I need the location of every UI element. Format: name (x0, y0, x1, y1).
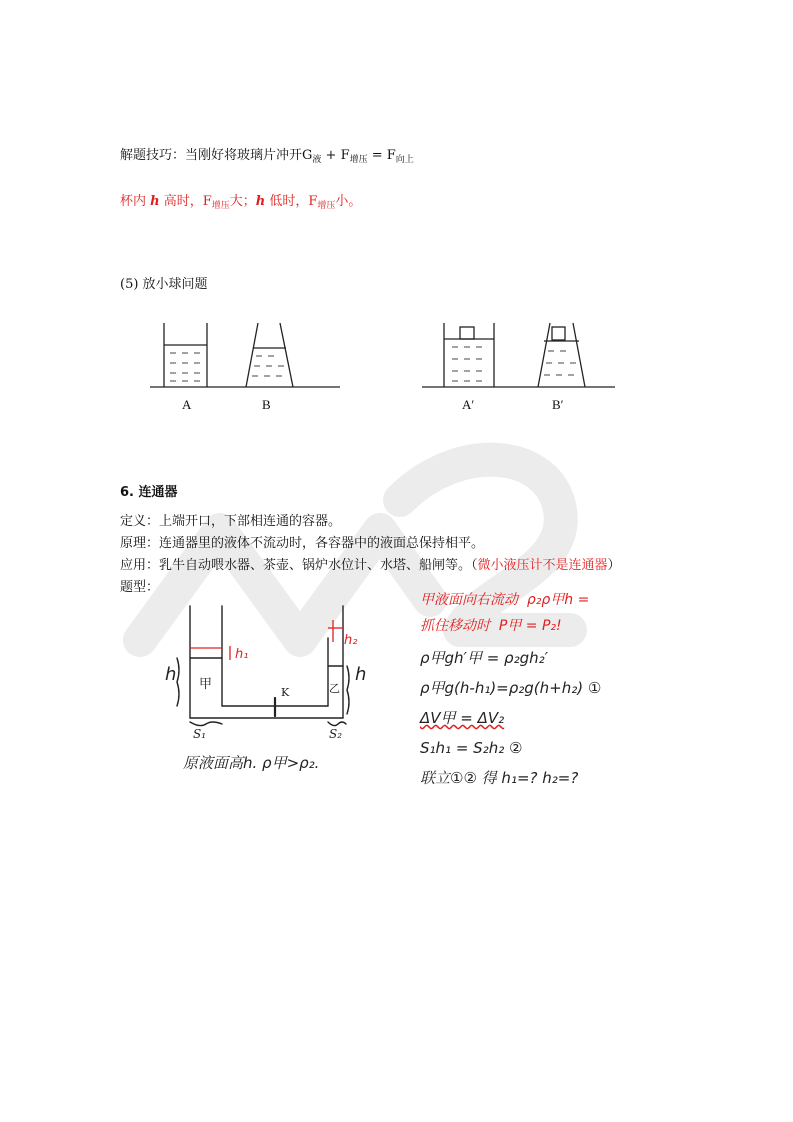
label-s1: S₁ (193, 727, 207, 741)
equation-5: 联立①② 得 h₁=? h₂=? (420, 769, 579, 787)
equation-3: ΔV甲 = ΔV₂ (420, 709, 505, 727)
connected-vessel-sketch (155, 598, 395, 778)
label-h-right: h (355, 664, 367, 685)
handwritten-equations (420, 590, 670, 788)
question-type-label: 题型： (120, 580, 160, 595)
container-a (164, 323, 207, 387)
ball-box-a (460, 327, 474, 339)
ball-box-b (552, 327, 565, 340)
definition-text: 定义：上端开口，下部相连通的容器。 (120, 514, 342, 529)
sketch-bottom-note: 原液面高h. ρ甲>ρ₂. (183, 754, 320, 772)
principle-text: 原理：连通器里的液体不流动时，各容器中的液面总保持相平。 (120, 536, 485, 551)
label-yi: 乙 (329, 682, 340, 695)
label-jia: 甲 (199, 677, 213, 692)
label-a: A (182, 397, 192, 412)
container-b-prime (538, 323, 585, 387)
red-note: 杯内 h 高时，$F_{增压}$大；h 低时，$F_{增压}$小。 (120, 194, 362, 211)
equation-4: S₁h₁ = S₂h₂ ② (420, 739, 523, 757)
liquid-dashes (170, 347, 576, 381)
equation-1: ρ甲gh′甲 = ρ₂gh₂′ (420, 649, 549, 667)
section-6-title: 6. 连通器 (120, 485, 178, 500)
label-b-prime: B′ (552, 397, 564, 412)
label-h-left: h (165, 664, 177, 685)
label-a-prime: A′ (462, 397, 475, 412)
tip-line: 解题技巧：当刚好将玻璃片冲开$G_液 + F_{增压} = F_{向上}$ (120, 148, 414, 165)
label-h2: h₂ (344, 633, 358, 648)
label-s2: S₂ (329, 727, 343, 741)
note-grasp: 抓住移动时 P甲 = P₂! (420, 618, 562, 634)
note-flow: 甲液面向右流动 ρ₂ρ甲h = (420, 592, 590, 608)
container-figure (140, 315, 640, 420)
container-a-prime (444, 323, 494, 387)
equation-2: ρ甲g(h-h₁)=ρ₂g(h+h₂) ① (420, 679, 602, 697)
label-b: B (262, 397, 271, 412)
container-b (246, 323, 293, 387)
label-k: K (281, 686, 290, 699)
section-5-title: (5) 放小球问题 (120, 277, 208, 292)
label-h1: h₁ (235, 647, 249, 662)
application-text: 应用：乳牛自动喂水器、茶壶、锅炉水位计、水塔、船闸等。（微小液压计不是连通器） (120, 558, 621, 573)
